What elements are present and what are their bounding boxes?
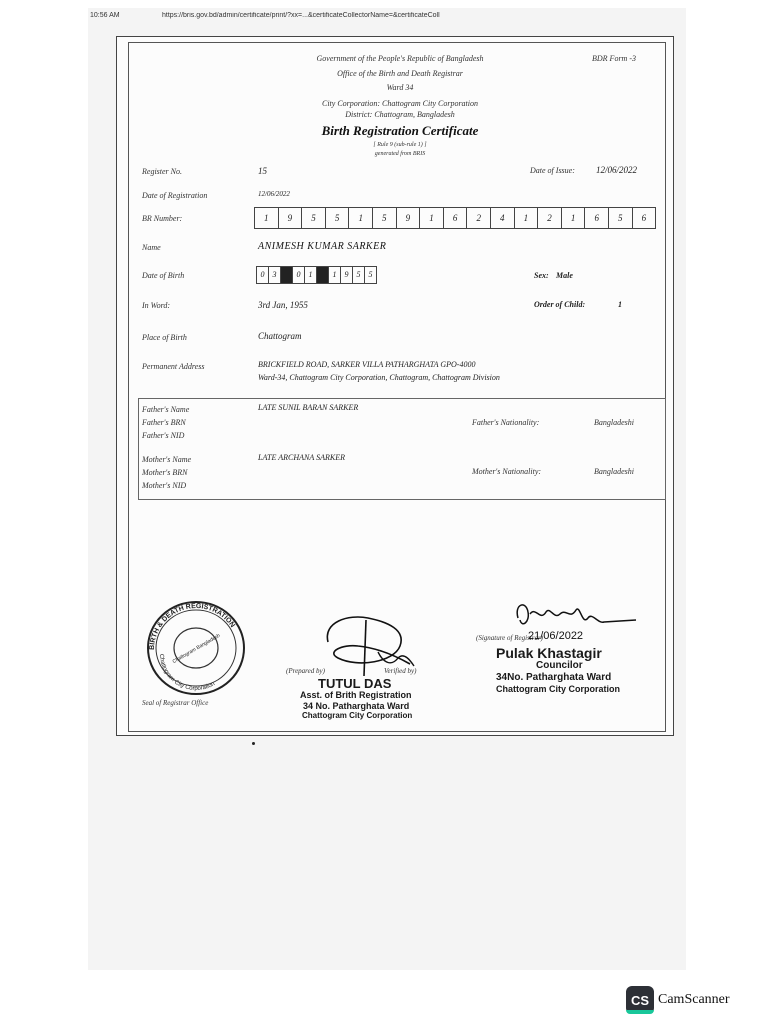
order-value: 1 (618, 300, 622, 309)
browser-print-header (90, 12, 686, 19)
issue-label: Date of Issue: (530, 166, 575, 175)
registrar-title-3: Chattogram City Corporation (496, 684, 621, 694)
dob-digit-box: 0 (256, 266, 269, 284)
mother-nationality-value: Bangladeshi (594, 467, 634, 476)
name-label: Name (142, 243, 161, 252)
camscanner-brand: CamScanner (658, 992, 730, 1007)
seal-inner-text: Chattogram City Corporation (157, 653, 217, 693)
camscanner-watermark (626, 986, 730, 1014)
prepared-label: (Prepared by) (286, 667, 325, 675)
registrar-signature (508, 598, 640, 634)
registrar-title-2: 34No. Patharghata Ward (496, 672, 612, 683)
pob-label: Place of Birth (142, 333, 187, 342)
brn-digit-box: 6 (632, 207, 657, 229)
brn-digit-box: 9 (396, 207, 421, 229)
seal-outer-text: BIRTH & DEATH REGISTRATION (148, 602, 236, 651)
brn-digit-box: 5 (301, 207, 326, 229)
brn-digit-box: 1 (254, 207, 279, 229)
preparer-name: TUTUL DAS (318, 676, 392, 691)
preparer-title-1: Asst. of Brith Registration (300, 690, 412, 700)
father-name-label: Father's Name (142, 405, 190, 414)
svg-text:Chattogram City Corporation (158, 654, 216, 692)
registrar-seal (140, 598, 250, 698)
signature-label: (Signature of Registrar) (476, 634, 544, 642)
brn-digit-box: 9 (278, 207, 303, 229)
register-value: 15 (258, 166, 267, 176)
brn-digit-box: 6 (443, 207, 468, 229)
camscanner-logo: CS (626, 986, 654, 1014)
ward-line: Ward 34 (386, 83, 414, 92)
govt-line: Government of the People's Republic of Bangladesh (316, 54, 484, 63)
brn-digit-box: 6 (584, 207, 609, 229)
dob-digit-box: 0 (292, 266, 305, 284)
mother-name-label: Mother's Name (142, 455, 192, 464)
mother-nid-label: Mother's NID (142, 481, 187, 490)
dob-digit-box: 5 (364, 266, 377, 284)
registrar-title-1: Councilor (536, 660, 583, 671)
preparer-title-3: Chattogram City Corporation (302, 711, 413, 720)
city-corp-line: City Corporation: Chattogram City Corporation (321, 99, 478, 108)
brn-digit-box: 5 (325, 207, 350, 229)
father-nid-label: Father's NID (142, 431, 185, 440)
dob-label: Date of Birth (142, 271, 185, 280)
dob-digit-box: 5 (352, 266, 365, 284)
reg-date-value: 12/06/2022 (258, 190, 290, 198)
register-label: Register No. (142, 167, 182, 176)
brn-digit-box: 1 (561, 207, 586, 229)
mother-name-value: LATE ARCHANA SARKER (258, 453, 345, 462)
in-word-value: 3rd Jan, 1955 (258, 300, 308, 310)
brn-digit-box: 2 (537, 207, 562, 229)
reg-date-label: Date of Registration (142, 191, 208, 200)
registrar-name: Pulak Khastagir (496, 645, 602, 661)
brn-digit-box: 1 (348, 207, 373, 229)
brn-digit-box: 4 (490, 207, 515, 229)
seal-label: Seal of Registrar Office (142, 699, 209, 707)
pob-value: Chattogram (258, 331, 302, 341)
address-label: Permanent Address (142, 362, 205, 371)
office-line: Office of the Birth and Death Registrar (337, 69, 463, 78)
name-value: ANIMESH KUMAR SARKER (258, 241, 387, 252)
address-line2: Ward-34, Chattogram City Corporation, Chattogram, Chattogram Division (258, 373, 500, 382)
district-line: District: Chattogram, Bangladesh (345, 110, 455, 119)
form-number: BDR Form -3 (592, 54, 636, 63)
father-brn-label: Father's BRN (142, 418, 186, 427)
signature-date: 21/06/2022 (528, 630, 584, 642)
father-name-value: LATE SUNIL BARAN SARKER (258, 403, 359, 412)
rule-note: [ Rule 9 (sub-rule 1) ] (373, 142, 427, 148)
print-time: 10:56 AM (90, 12, 120, 19)
mother-brn-label: Mother's BRN (142, 468, 188, 477)
verified-label: Verified by) (384, 667, 417, 675)
dob-digit-box: 3 (268, 266, 281, 284)
brn-digit-box: 5 (608, 207, 633, 229)
brn-digit-box: 1 (514, 207, 539, 229)
in-word-label: In Word: (142, 301, 171, 310)
dob-digit-box: 1 (328, 266, 341, 284)
scan-speck (252, 742, 255, 745)
preparer-title-2: 34 No. Patharghata Ward (303, 701, 410, 711)
brn-digit-box: 2 (466, 207, 491, 229)
parents-box (138, 398, 666, 500)
print-url: https://bris.gov.bd/admin/certificate/print/?xx=...&certificateCollectorName=&certificateColl (162, 12, 440, 19)
certificate-title: Birth Registration Certificate (321, 123, 479, 138)
mother-nationality-label: Mother's Nationality: (472, 467, 542, 476)
dob-digit-box: 1 (304, 266, 317, 284)
sex-label: Sex: (534, 271, 549, 280)
seal-center-text: Chattogram Bangladesh (171, 632, 222, 665)
brn-digit-box: 5 (372, 207, 397, 229)
issue-value: 12/06/2022 (596, 165, 638, 175)
father-nationality-label: Father's Nationality: (472, 418, 540, 427)
brn-label: BR Number: (142, 214, 183, 223)
address-line1: BRICKFIELD ROAD, SARKER VILLA PATHARGHATA GPO-4000 (258, 360, 476, 369)
father-nationality-value: Bangladeshi (594, 418, 634, 427)
generated-note: generated from BRIS (374, 151, 426, 157)
sex-value: Male (556, 271, 573, 280)
dob-digit-box: 9 (340, 266, 353, 284)
brn-digit-box: 1 (419, 207, 444, 229)
order-label: Order of Child: (534, 300, 586, 309)
